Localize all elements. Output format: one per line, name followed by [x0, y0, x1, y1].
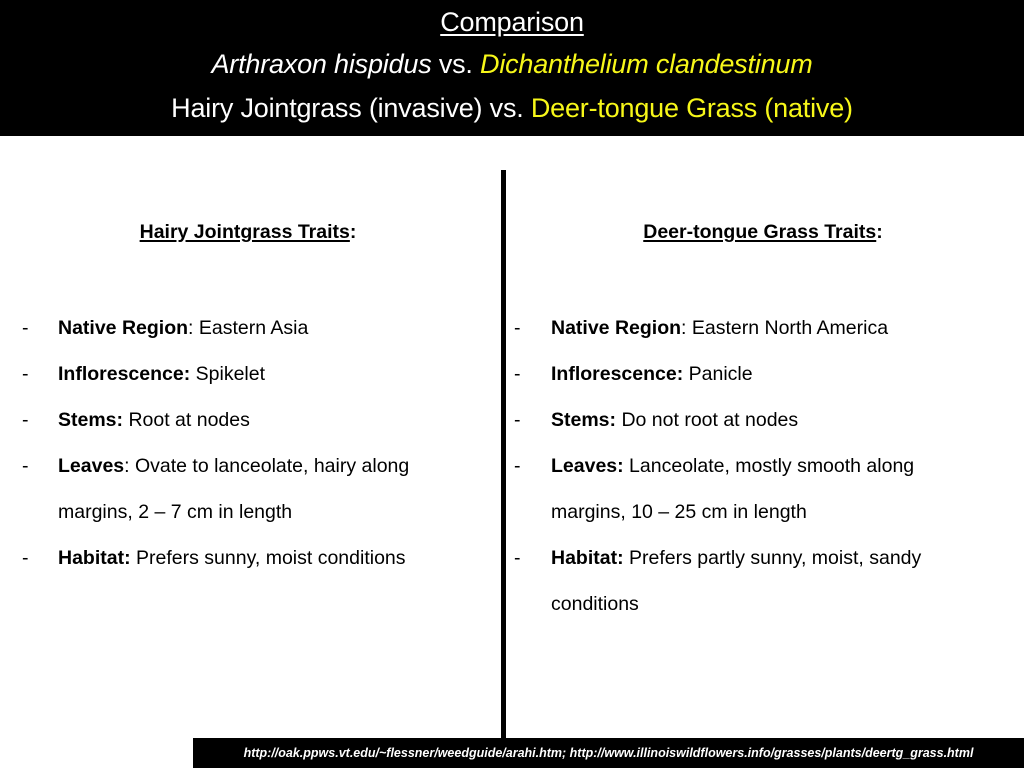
title-banner [0, 0, 1024, 136]
common-name-line [0, 92, 1024, 125]
invasive-column-heading [0, 220, 500, 244]
trait-value: Lanceolate, mostly smooth along margins, 10 – 25 cm in length [551, 455, 915, 523]
trait-value: Root at nodes [123, 409, 250, 431]
list-item [506, 397, 1024, 443]
citation-bar [193, 738, 1024, 768]
trait-label: Habitat: [58, 547, 131, 569]
bullet-dash: - [514, 363, 521, 385]
trait-label: Stems: [551, 409, 617, 431]
trait-label-colon: : [188, 317, 194, 339]
trait-label: Inflorescence: [58, 363, 191, 385]
list-item [0, 397, 500, 443]
bullet-dash: - [22, 363, 29, 385]
page-title [0, 6, 1024, 38]
trait-label-colon: : [124, 455, 130, 477]
scientific-name-invasive: Arthraxon hispidus [211, 49, 432, 79]
trait-value: Prefers partly sunny, moist, sandy conditions [551, 547, 922, 615]
trait-label: Stems: [58, 409, 124, 431]
invasive-column-heading-text: Hairy Jointgrass Traits [139, 221, 350, 243]
trait-value: Eastern Asia [193, 317, 309, 339]
list-item [506, 351, 1024, 397]
trait-value: Ovate to lanceolate, hairy along margins, 2 – 7 cm in length [58, 455, 410, 523]
native-column-heading-colon: : [876, 221, 883, 243]
trait-value: Eastern North America [686, 317, 889, 339]
bullet-dash: - [514, 317, 521, 339]
list-item [506, 443, 1024, 535]
trait-value: Spikelet [190, 363, 266, 385]
trait-label-colon: : [681, 317, 687, 339]
scientific-name-line [0, 48, 1024, 81]
common-name-invasive: Hairy Jointgrass (invasive) [171, 93, 483, 123]
trait-label: Native Region [551, 317, 682, 339]
bullet-dash: - [514, 547, 521, 569]
trait-value: Panicle [683, 363, 753, 385]
list-item [0, 535, 500, 581]
invasive-traits-list [0, 305, 500, 581]
list-item [0, 443, 500, 535]
bullet-dash: - [22, 455, 29, 477]
bullet-dash: - [22, 409, 29, 431]
trait-value: Prefers sunny, moist conditions [130, 547, 406, 569]
trait-value: Do not root at nodes [616, 409, 799, 431]
invasive-column-heading-colon: : [349, 221, 357, 243]
native-column-heading-text: Deer-tongue Grass Traits [643, 221, 877, 243]
native-column-heading [506, 220, 1024, 244]
list-item [506, 535, 1024, 627]
list-item [506, 305, 1024, 351]
list-item [0, 351, 500, 397]
trait-label: Inflorescence: [551, 363, 684, 385]
trait-label: Leaves [58, 455, 125, 477]
citation-text: http://oak.ppws.vt.edu/~flessner/weedguide/arahi.htm; http://www.illinoiswildflowers.info/grasses/plants/deertg_grass.html [243, 746, 974, 760]
bullet-dash: - [22, 547, 29, 569]
trait-label: Native Region [58, 317, 189, 339]
scientific-name-native: Dichanthelium clandestinum [480, 49, 813, 79]
trait-label: Leaves: [551, 455, 624, 477]
scientific-name-separator: vs. [431, 49, 481, 79]
trait-label: Habitat: [551, 547, 624, 569]
native-traits-list [506, 305, 1024, 627]
common-name-separator: vs. [482, 93, 531, 123]
bullet-dash: - [22, 317, 29, 339]
bullet-dash: - [514, 409, 521, 431]
bullet-dash: - [514, 455, 521, 477]
common-name-native: Deer-tongue Grass (native) [530, 93, 853, 123]
page-title-text: Comparison [440, 7, 584, 37]
list-item [0, 305, 500, 351]
